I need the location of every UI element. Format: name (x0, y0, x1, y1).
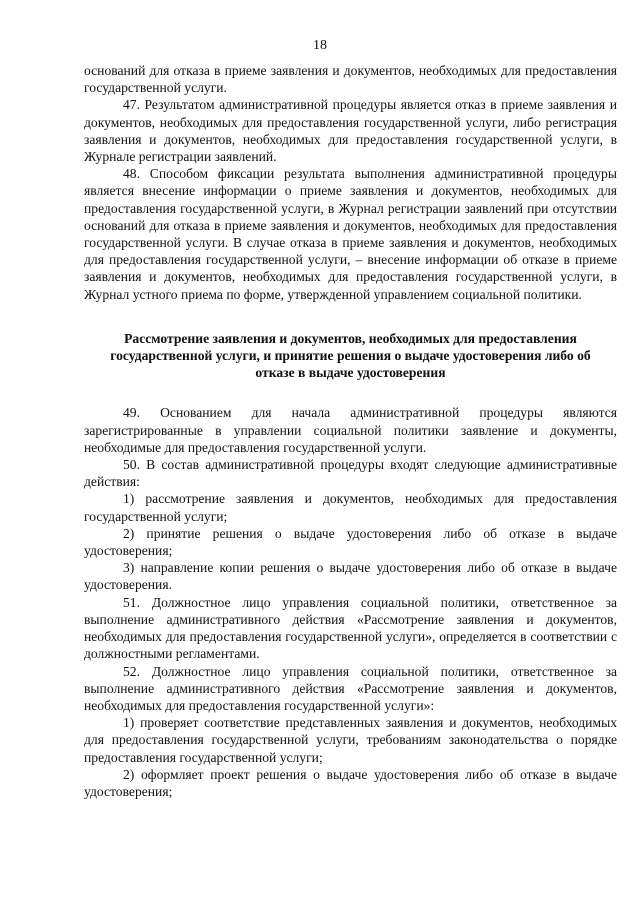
paragraph: 50. В состав административной процедуры входят следующие административные действия: (84, 457, 617, 490)
paragraph: 51. Должностное лицо управления социальной политики, ответственное за выполнение административного действия «Рассмотрение заявления и документов, необходимых для предоставления государственной услуги», определяется в соответствии с должностными регламентами. (84, 594, 617, 662)
paragraph: 49. Основанием для начала административной процедуры являются зарегистрированные в управлении социальной политики заявление и документы, необходимые для предоставления государственной услуги. (84, 405, 617, 455)
paragraph: 2) оформляет проект решения о выдаче удостоверения либо об отказе в выдаче удостоверения; (84, 766, 617, 799)
document-body (84, 62, 617, 800)
paragraph: оснований для отказа в приеме заявления и документов, необходимых для предоставления государственной услуги. (84, 63, 617, 96)
paragraph: 52. Должностное лицо управления социальной политики, ответственное за выполнение административного действия «Рассмотрение заявления и документов, необходимых для предоставления государственной услуги»: (84, 663, 617, 713)
paragraph: 1) рассмотрение заявления и документов, необходимых для предоставления государственной услуги; (84, 491, 617, 524)
paragraph: 1) проверяет соответствие представленных заявления и документов, необходимых для предоставления государственной услуги, требованиям законодательства о порядке предоставления государственной услуги; (84, 715, 617, 765)
page-number: 18 (313, 38, 327, 53)
section-heading: Рассмотрение заявления и документов, необходимых для предоставления государственной услуги, и принятие решения о выдаче удостоверения либо об отказе в выдаче удостоверения (110, 330, 591, 381)
paragraph: 3) направление копии решения о выдаче удостоверения либо об отказе в выдаче удостоверения. (84, 560, 617, 593)
paragraph: 48. Способом фиксации результата выполнения административной процедуры является внесение информации о приеме заявления и документов, необходимых для предоставления государственной услуги, в Журнал регистрации заявлений при отсутствии оснований для отказа в приеме заявления и документов, необходимых для предоставления государственной услуги. В случае отказа в приеме заявления и документов, необходимых для предоставления государственной услуги, – внесение информации об отказе в приеме заявления и документов, необходимых для предоставления государственной услуги, в Журнал устного приема по форме, утвержденной управлением социальной политики. (84, 166, 617, 302)
paragraph: 47. Результатом административной процедуры является отказ в приеме заявления и документов, необходимых для предоставления государственной услуги, либо регистрация заявления и документов, необходимых для предоставления государственной услуги, в Журнале регистрации заявлений. (84, 97, 617, 165)
paragraphs-before-heading (84, 62, 617, 303)
paragraphs-after-heading (84, 404, 617, 800)
paragraph: 2) принятие решения о выдаче удостоверения либо об отказе в выдаче удостоверения; (84, 525, 617, 559)
